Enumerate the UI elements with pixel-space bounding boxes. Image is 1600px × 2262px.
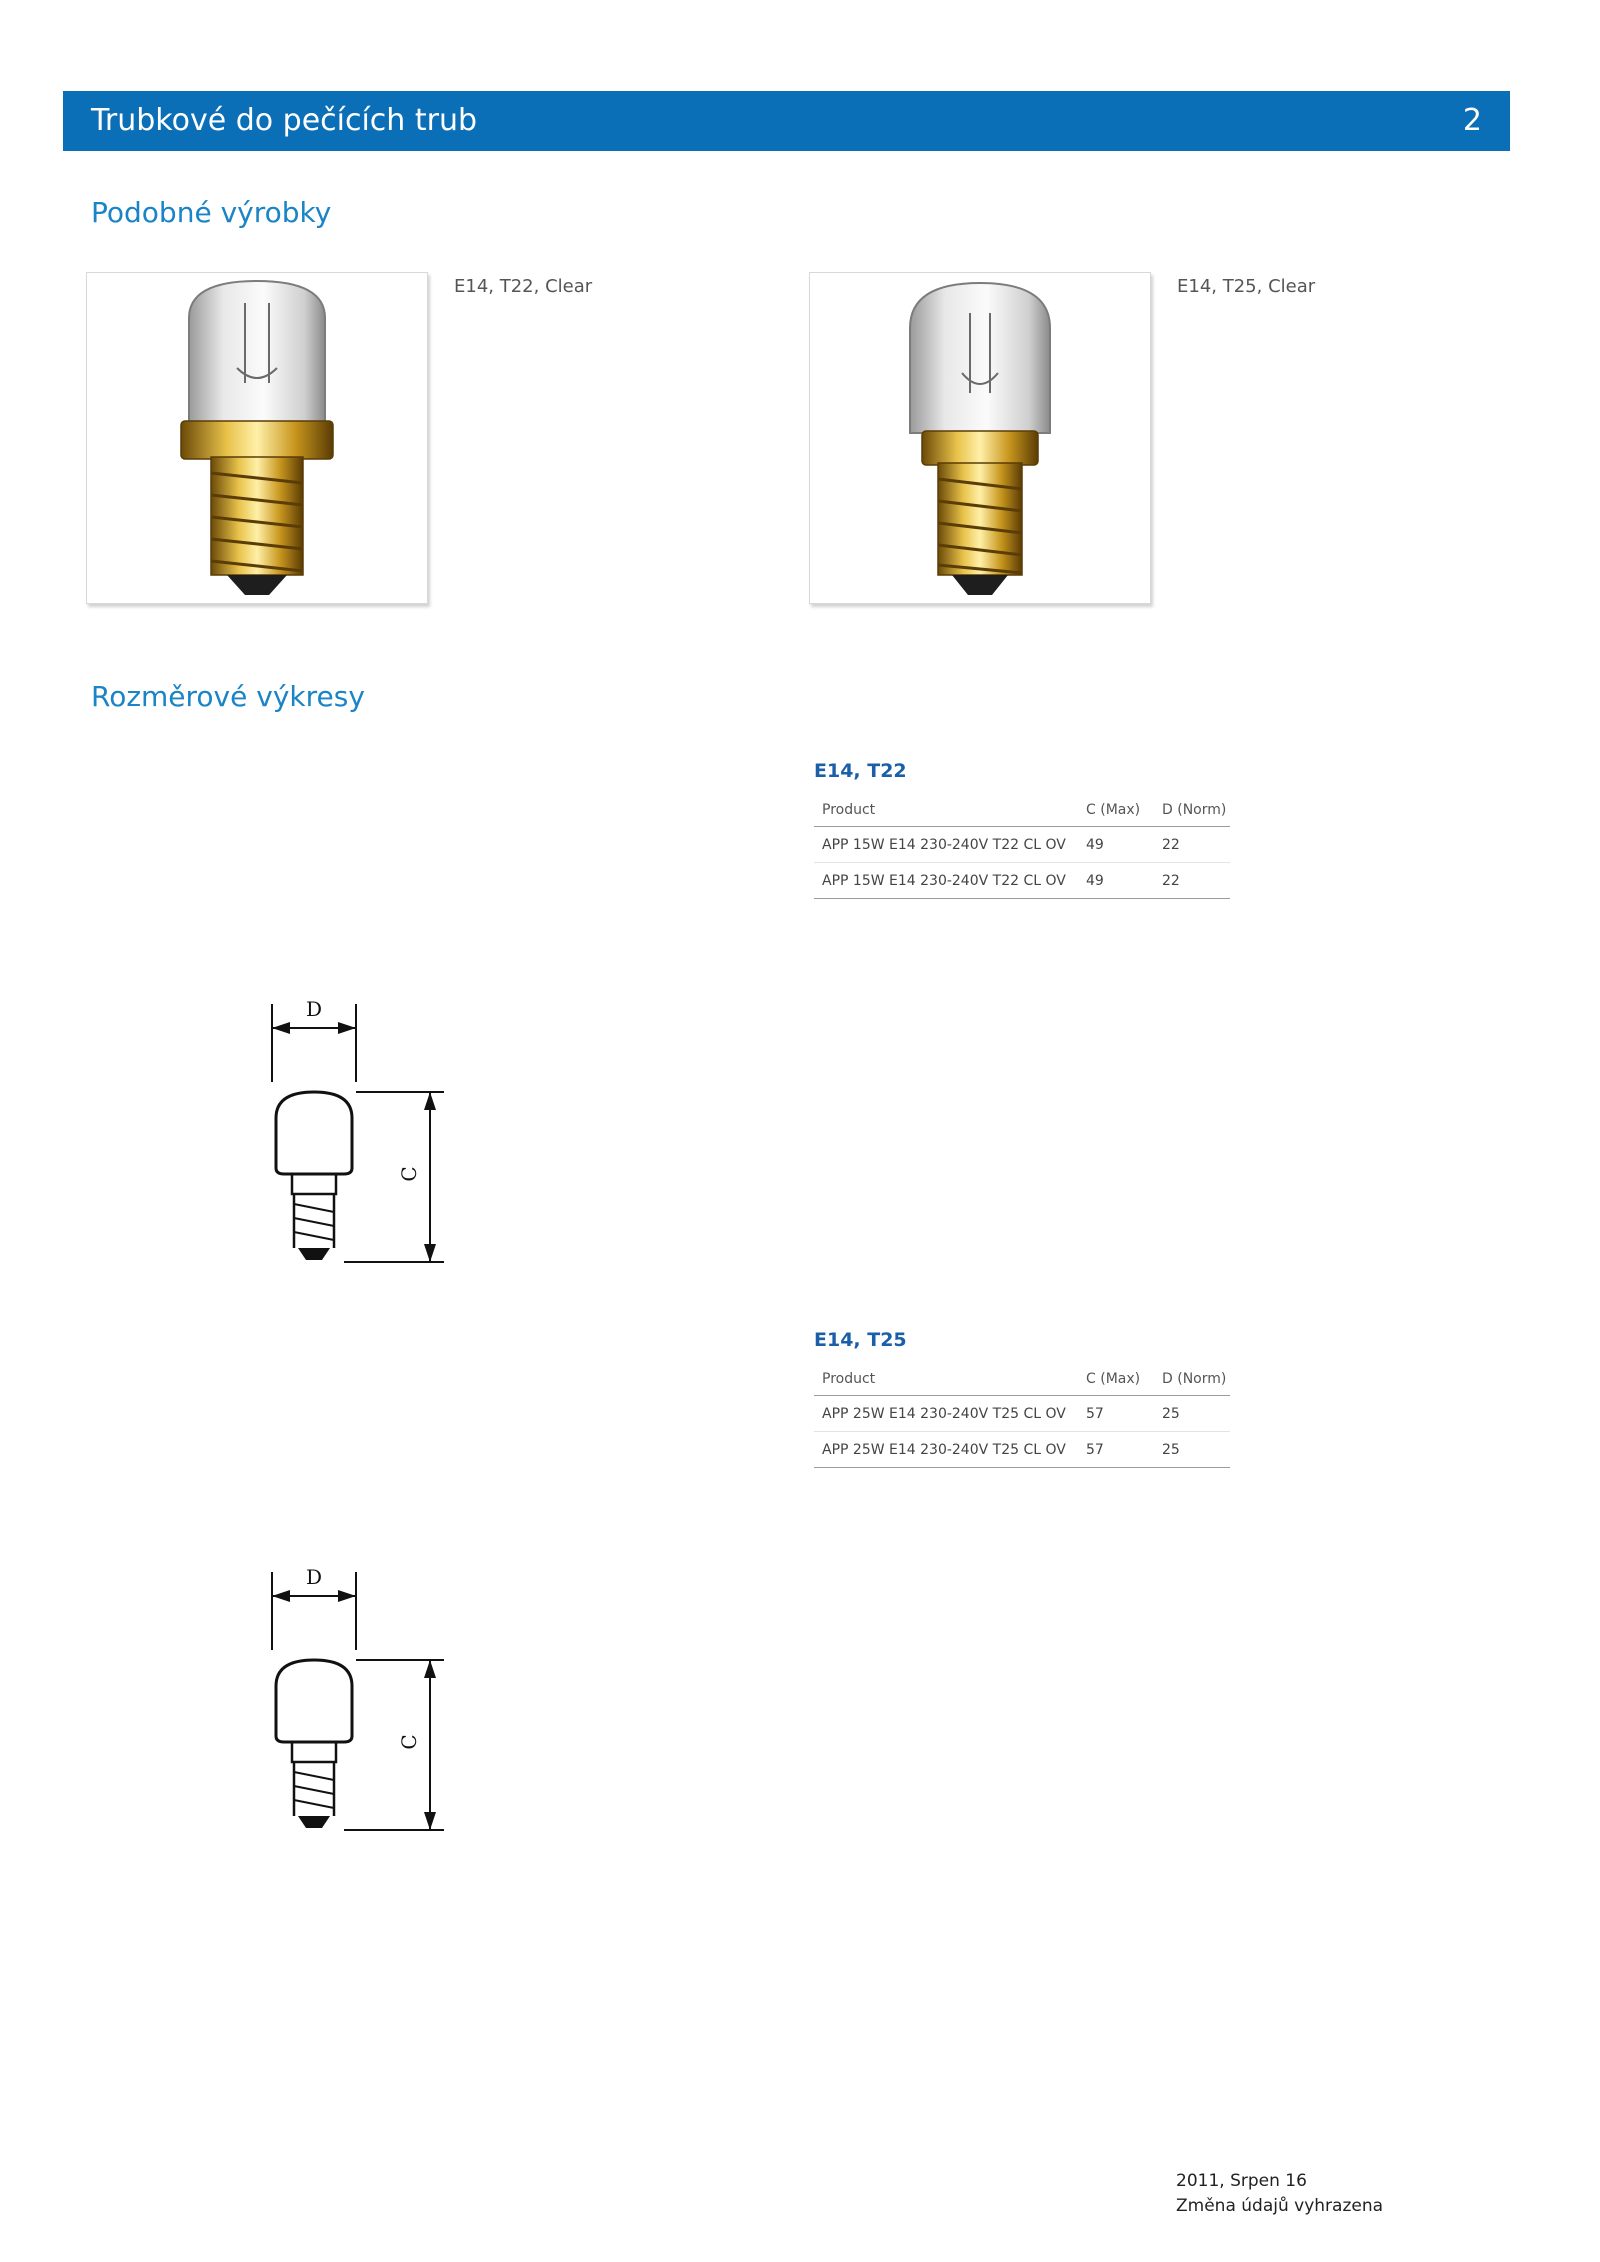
spec-block-t22 bbox=[814, 760, 1230, 899]
table-header-row bbox=[814, 796, 1230, 827]
header-bar bbox=[63, 91, 1510, 151]
product-caption-t25: E14, T25, Clear bbox=[1177, 276, 1316, 297]
table-row bbox=[814, 863, 1230, 899]
label-d: D bbox=[305, 997, 323, 1021]
footer-notice: Změna údajů vyhrazena bbox=[1176, 2196, 1384, 2216]
label-c: C bbox=[397, 1734, 421, 1750]
column-header: D (Norm) bbox=[1154, 1365, 1230, 1396]
cell-c-max: 49 bbox=[1078, 863, 1154, 899]
label-c: C bbox=[397, 1166, 421, 1182]
dimension-drawing-t22 bbox=[264, 990, 454, 1274]
column-header: C (Max) bbox=[1078, 796, 1154, 827]
cell-d-norm: 22 bbox=[1154, 863, 1230, 899]
cell-c-max: 49 bbox=[1078, 827, 1154, 863]
label-d: D bbox=[305, 1565, 323, 1589]
cell-d-norm: 25 bbox=[1154, 1396, 1230, 1432]
spec-table bbox=[814, 1365, 1230, 1468]
bulb-photo-icon bbox=[87, 273, 427, 603]
spec-table bbox=[814, 796, 1230, 899]
cell-c-max: 57 bbox=[1078, 1396, 1154, 1432]
column-header: Product bbox=[814, 796, 1078, 827]
spec-title: E14, T25 bbox=[814, 1329, 907, 1351]
page-number: 2 bbox=[1462, 103, 1482, 138]
column-header: D (Norm) bbox=[1154, 796, 1230, 827]
table-row bbox=[814, 827, 1230, 863]
cell-product: APP 15W E14 230-240V T22 CL OV bbox=[814, 863, 1078, 899]
product-caption-t22: E14, T22, Clear bbox=[454, 276, 593, 297]
cell-product: APP 25W E14 230-240V T25 CL OV bbox=[814, 1396, 1078, 1432]
bulb-outline-icon bbox=[264, 990, 454, 1270]
page-title: Trubkové do pečících trub bbox=[91, 103, 478, 138]
cell-product: APP 25W E14 230-240V T25 CL OV bbox=[814, 1432, 1078, 1468]
cell-c-max: 57 bbox=[1078, 1432, 1154, 1468]
footer-date: 2011, Srpen 16 bbox=[1176, 2171, 1307, 2191]
footer bbox=[1176, 2169, 1383, 2219]
table-row bbox=[814, 1432, 1230, 1468]
dimension-drawings-heading: Rozměrové výkresy bbox=[91, 680, 365, 713]
table-header-row bbox=[814, 1365, 1230, 1396]
table-row bbox=[814, 1396, 1230, 1432]
similar-products-heading: Podobné výrobky bbox=[91, 196, 332, 229]
cell-d-norm: 22 bbox=[1154, 827, 1230, 863]
spec-block-t25 bbox=[814, 1329, 1230, 1468]
column-header: C (Max) bbox=[1078, 1365, 1154, 1396]
bulb-photo-icon bbox=[810, 273, 1150, 603]
bulb-outline-icon bbox=[264, 1558, 454, 1838]
spec-title: E14, T22 bbox=[814, 760, 907, 782]
cell-product: APP 15W E14 230-240V T22 CL OV bbox=[814, 827, 1078, 863]
product-photo-t25 bbox=[809, 272, 1151, 604]
product-photo-t22 bbox=[86, 272, 428, 604]
dimension-drawing-t25 bbox=[264, 1558, 454, 1842]
cell-d-norm: 25 bbox=[1154, 1432, 1230, 1468]
column-header: Product bbox=[814, 1365, 1078, 1396]
